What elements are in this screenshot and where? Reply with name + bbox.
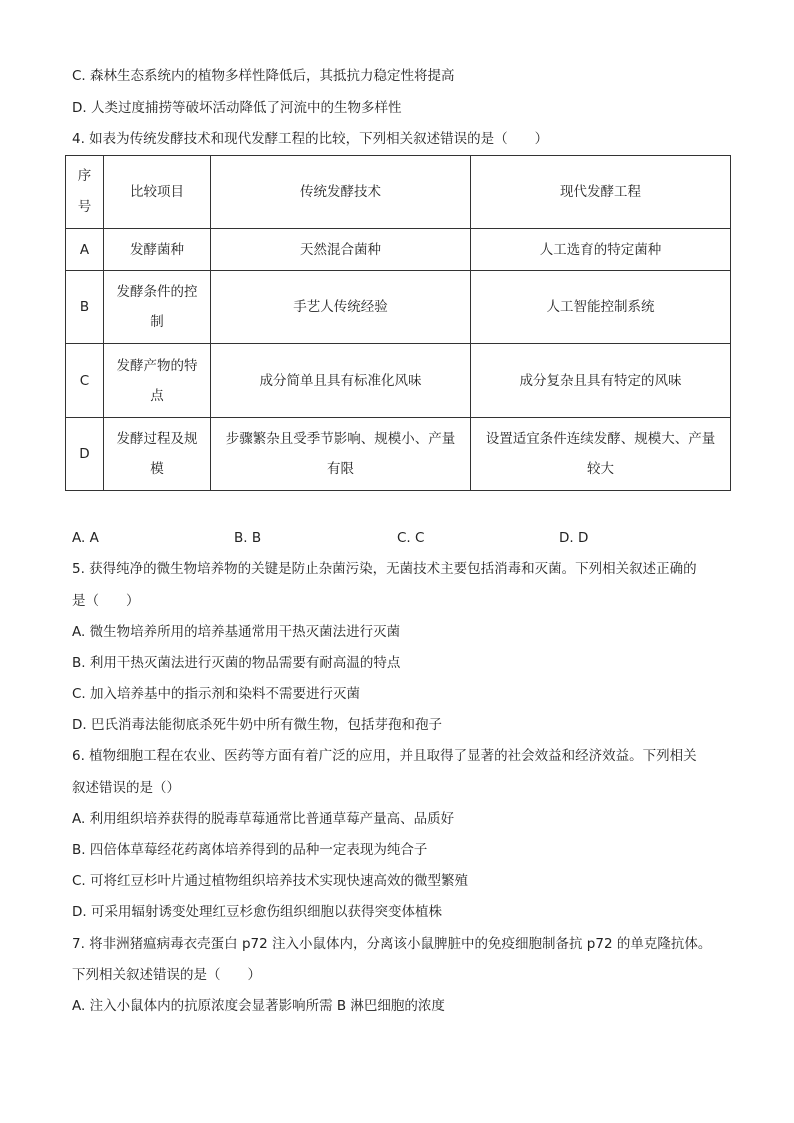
table-header-row: [66, 156, 731, 229]
option-6c: C. 可将红豆杉叶片通过植物组织培养技术实现快速高效的微型繁殖: [72, 873, 469, 889]
option-5d: D. 巴氏消毒法能彻底杀死牛奶中所有微生物，包括芽孢和孢子: [72, 717, 442, 733]
option-4d: D. D: [559, 530, 589, 546]
question-7-stem: 7. 将非洲猪瘟病毒衣壳蛋白 p72 注入小鼠体内，分离该小鼠脾脏中的免疫细胞制备抗 p72 的单克隆抗体。: [72, 936, 712, 952]
row-no: B: [66, 271, 104, 344]
row-modern: 人工选育的特定菌种: [471, 229, 731, 271]
option-5b: B. 利用干热灭菌法进行灭菌的物品需要有耐高温的特点: [72, 655, 401, 671]
header-modern: 现代发酵工程: [471, 156, 731, 229]
question-7-stem-cont: 下列相关叙述错误的是（ ）: [72, 967, 261, 983]
row-traditional: 步骤繁杂且受季节影响、规模小、产量 有限: [211, 418, 471, 491]
row-item: 发酵产物的特 点: [104, 344, 211, 418]
row-modern: 人工智能控制系统: [471, 271, 731, 344]
option-4a: A. A: [72, 530, 99, 546]
option-5a: A. 微生物培养所用的培养基通常用干热灭菌法进行灭菌: [72, 624, 401, 640]
row-modern: 成分复杂且具有特定的风味: [471, 344, 731, 418]
row-no: D: [66, 418, 104, 491]
question-6-stem: 6. 植物细胞工程在农业、医药等方面有着广泛的应用，并且取得了显著的社会效益和经济效益。下列相关: [72, 748, 697, 764]
row-traditional: 成分简单且具有标准化风味: [211, 344, 471, 418]
row-item: 发酵条件的控 制: [104, 271, 211, 344]
question-6-stem-cont: 叙述错误的是（）: [72, 780, 180, 796]
option-3d: D. 人类过度捕捞等破坏活动降低了河流中的生物多样性: [72, 100, 402, 116]
row-no: A: [66, 229, 104, 271]
table-row: [66, 344, 731, 418]
question-4-stem: 4. 如表为传统发酵技术和现代发酵工程的比较，下列相关叙述错误的是（ ）: [72, 131, 549, 147]
option-6a: A. 利用组织培养获得的脱毒草莓通常比普通草莓产量高、品质好: [72, 811, 455, 827]
table-row: [66, 229, 731, 271]
header-no: 序 号: [66, 156, 104, 229]
table-row: [66, 271, 731, 344]
header-item: 比较项目: [104, 156, 211, 229]
question-4-options: [72, 528, 672, 548]
question-5-stem: 5. 获得纯净的微生物培养物的关键是防止杂菌污染，无菌技术主要包括消毒和灭菌。下列相关叙述正确的: [72, 561, 697, 577]
row-traditional: 天然混合菌种: [211, 229, 471, 271]
row-traditional: 手艺人传统经验: [211, 271, 471, 344]
option-6b: B. 四倍体草莓经花药离体培养得到的品种一定表现为纯合子: [72, 842, 428, 858]
table-row: [66, 418, 731, 491]
row-item: 发酵过程及规 模: [104, 418, 211, 491]
comparison-table: [65, 155, 731, 491]
row-modern: 设置适宜条件连续发酵、规模大、产量 较大: [471, 418, 731, 491]
row-item: 发酵菌种: [104, 229, 211, 271]
option-3c: C. 森林生态系统内的植物多样性降低后，其抵抗力稳定性将提高: [72, 68, 455, 84]
option-5c: C. 加入培养基中的指示剂和染料不需要进行灭菌: [72, 686, 361, 702]
option-4c: C. C: [397, 530, 425, 546]
row-no: C: [66, 344, 104, 418]
question-5-stem-cont: 是（ ）: [72, 593, 140, 609]
option-4b: B. B: [234, 530, 262, 546]
option-7a: A. 注入小鼠体内的抗原浓度会显著影响所需 B 淋巴细胞的浓度: [72, 998, 445, 1014]
header-traditional: 传统发酵技术: [211, 156, 471, 229]
option-6d: D. 可采用辐射诱变处理红豆杉愈伤组织细胞以获得突变体植株: [72, 904, 442, 920]
